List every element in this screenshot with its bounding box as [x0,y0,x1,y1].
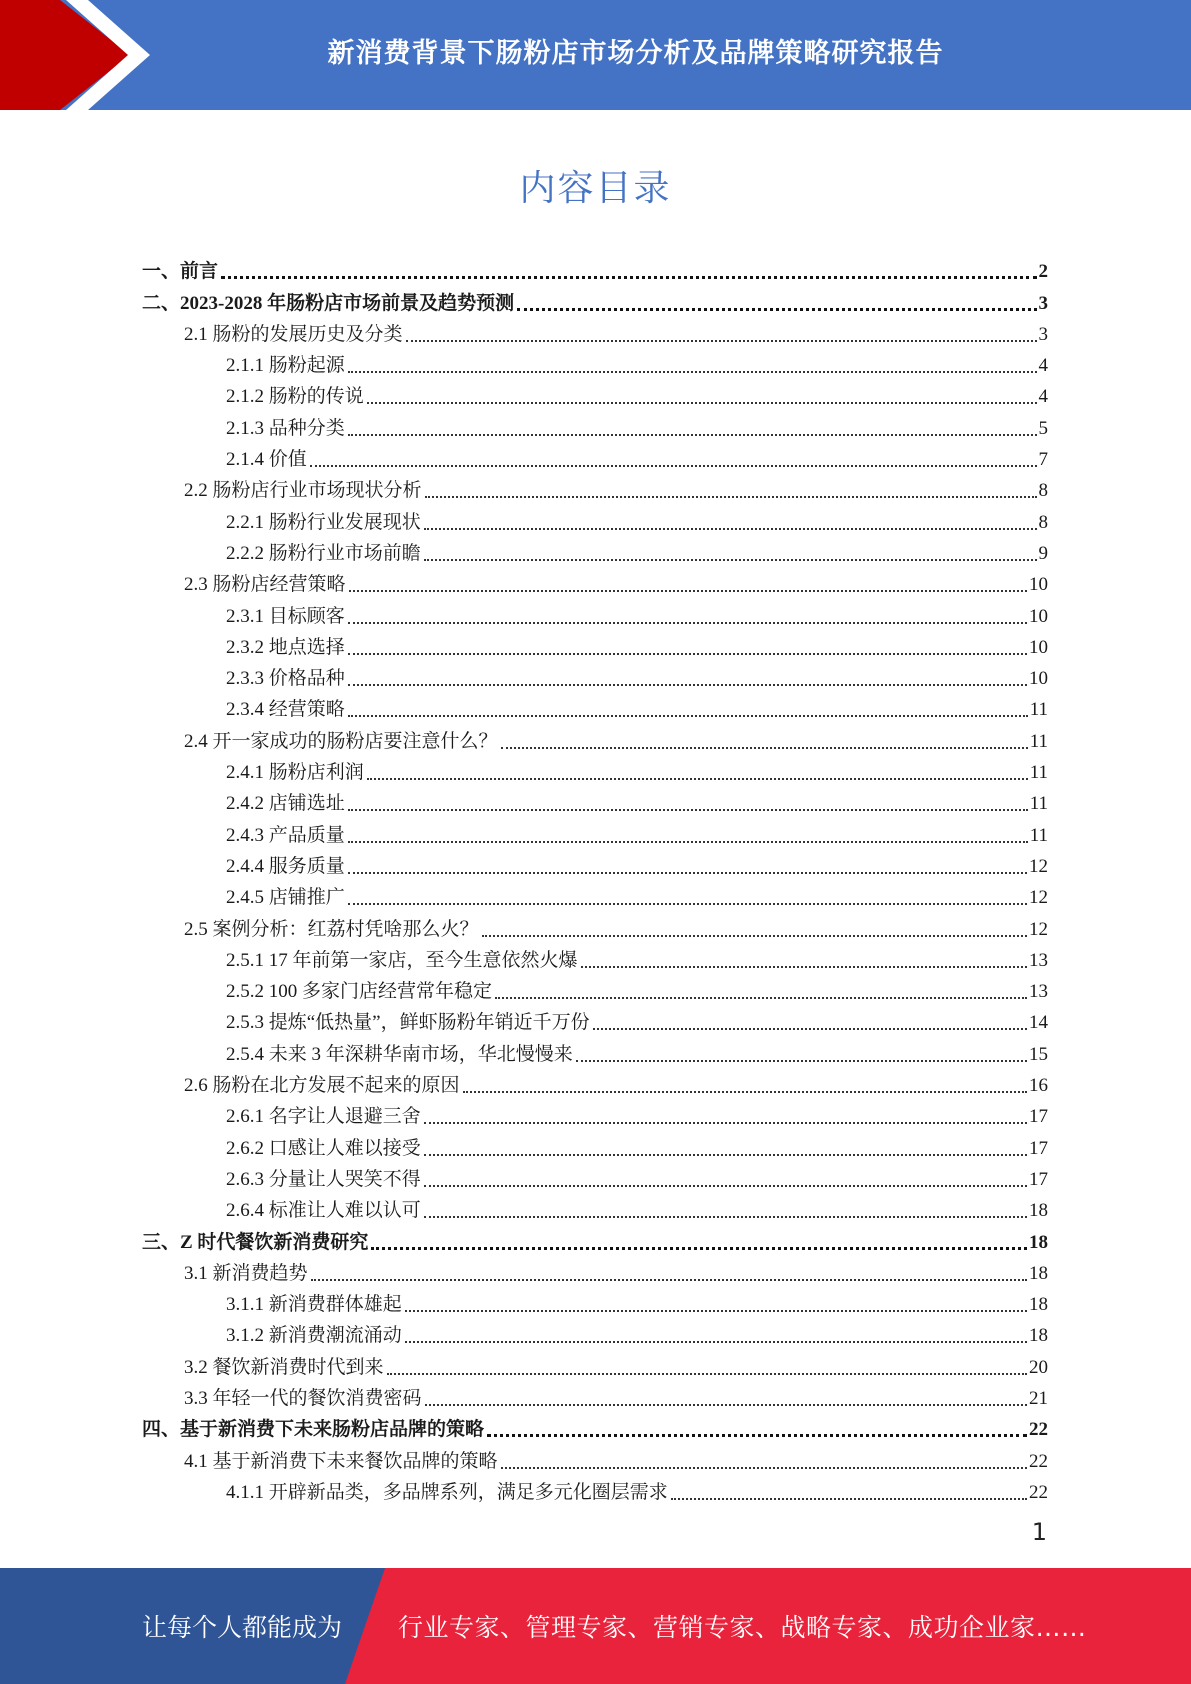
toc-dot-leader [424,528,1037,530]
toc-dot-leader [424,559,1037,561]
toc-dot-leader [348,841,1028,843]
toc-dot-leader [424,1122,1027,1124]
toc-entry-page: 15 [1029,1043,1048,1065]
toc-dot-leader [463,1091,1027,1093]
toc-entry-label: 2.4.3 产品质量 [226,824,345,846]
toc-entry-page: 3 [1038,323,1048,345]
toc-entry-label: 2.1.4 价值 [226,449,307,471]
toc-entry-page: 18 [1029,1200,1048,1222]
toc-entry-page: 18 [1029,1294,1048,1316]
toc-entry-label: 2.1 肠粉的发展历史及分类 [184,323,403,345]
toc-entry[interactable] [142,1130,1048,1161]
toc-entry-label: 2.2.2 肠粉行业市场前瞻 [226,542,421,564]
toc-entry[interactable] [142,786,1048,817]
toc-entry-label: 2.5.3 提炼“低热量”，鲜虾肠粉年销近千万份 [226,1012,590,1034]
toc-entry-page: 11 [1029,793,1048,815]
toc-entry-label: 2.5.1 17 年前第一家店，至今生意依然火爆 [226,949,578,971]
toc-entry[interactable] [142,379,1048,410]
toc-entry-label: 2.6 肠粉在北方发展不起来的原因 [184,1075,460,1097]
toc-entry-page: 11 [1029,762,1048,784]
toc-dot-leader [349,590,1027,592]
toc-dot-leader [671,1498,1027,1500]
toc-entry-label: 三、Z 时代餐饮新消费研究 [142,1231,369,1253]
toc-entry-label: 2.3.2 地点选择 [226,636,345,658]
toc-entry[interactable] [142,1475,1048,1506]
toc-dot-leader [425,496,1037,498]
toc-entry-page: 17 [1029,1168,1048,1190]
toc-entry-label: 2.6.3 分量让人哭笑不得 [226,1168,421,1190]
toc-entry-label: 2.4.4 服务质量 [226,855,345,877]
toc-entry-label: 2.1.3 品种分类 [226,417,345,439]
toc-dot-leader [581,966,1027,968]
toc-dot-leader [387,1373,1027,1375]
toc-dot-leader [348,715,1028,717]
toc-entry-label: 四、基于新消费下未来肠粉店品牌的策略 [142,1419,485,1441]
toc-entry-label: 2.4.2 店铺选址 [226,793,345,815]
header-arrow-decoration [0,0,200,110]
toc-entry[interactable] [142,1193,1048,1224]
toc-entry-page: 11 [1029,730,1048,752]
footer-slogan-right: 行业专家、管理专家、营销专家、战略专家、成功企业家…… [398,1613,1087,1642]
toc-dot-leader [482,935,1027,937]
toc-entry-page: 10 [1029,574,1048,596]
toc-entry-page: 17 [1029,1137,1048,1159]
toc-entry[interactable] [142,1381,1048,1412]
toc-entry[interactable] [142,1068,1048,1099]
toc-dot-leader [405,1310,1027,1312]
toc-entry[interactable] [142,567,1048,598]
footer-slogan-left: 让每个人都能成为 [142,1613,343,1642]
toc-dot-leader [424,1216,1027,1218]
toc-entry[interactable] [142,254,1048,285]
toc-entry-page: 12 [1029,855,1048,877]
toc-entry-page: 5 [1038,417,1048,439]
toc-entry-label: 2.4.1 肠粉店利润 [226,762,364,784]
toc-entry-page: 16 [1029,1075,1048,1097]
toc-entry[interactable] [142,880,1048,911]
page-number: 1 [1031,1518,1047,1546]
toc-entry[interactable] [142,755,1048,786]
toc-entry-label: 3.3 年轻一代的餐饮消费密码 [184,1387,422,1409]
toc-entry-page: 4 [1038,355,1048,377]
toc-entry-page: 8 [1038,511,1048,533]
toc-dot-leader [576,1060,1027,1062]
toc-entry[interactable] [142,974,1048,1005]
toc-entry-label: 2.6.2 口感让人难以接受 [226,1137,421,1159]
toc-entry[interactable] [142,849,1048,880]
toc-dot-leader [348,653,1027,655]
toc-dot-leader [405,1341,1027,1343]
toc-entry-page: 18 [1029,1231,1048,1253]
toc-entry-label: 2.3.3 价格品种 [226,668,345,690]
header-banner [0,0,1191,110]
toc-entry-label: 2.2 肠粉店行业市场现状分析 [184,480,422,502]
toc-dot-leader [348,903,1027,905]
toc-entry-page: 3 [1038,292,1048,314]
toc-entry[interactable] [142,943,1048,974]
toc-entry-page: 17 [1029,1106,1048,1128]
toc-entry[interactable] [142,1099,1048,1130]
toc-entry-label: 3.1.2 新消费潮流涌动 [226,1325,402,1347]
footer-banner [0,1568,1191,1684]
toc-entry-label: 2.4.5 店铺推广 [226,887,345,909]
toc-entry[interactable] [142,285,1048,316]
toc-entry-label: 2.3.1 目标顾客 [226,605,345,627]
toc-entry[interactable] [142,473,1048,504]
toc-entry[interactable] [142,1256,1048,1287]
toc-entry[interactable] [142,1412,1048,1443]
toc-dot-leader [311,1279,1027,1281]
toc-entry-page: 22 [1029,1450,1048,1472]
toc-entry[interactable] [142,1036,1048,1067]
toc-dot-leader [501,747,1028,749]
toc-entry[interactable] [142,598,1048,629]
toc-entry-page: 14 [1029,1012,1048,1034]
toc-entry[interactable] [142,348,1048,379]
toc-entry-page: 8 [1038,480,1048,502]
toc-dot-leader [348,371,1037,373]
toc-entry-page: 2 [1038,261,1048,283]
toc-dot-leader [517,308,1036,311]
toc-dot-leader [406,340,1037,342]
toc-entry[interactable] [142,442,1048,473]
toc-entry-page: 12 [1029,887,1048,909]
toc-entry-page: 21 [1029,1387,1048,1409]
toc-dot-leader [348,872,1027,874]
toc-entry[interactable] [142,317,1048,348]
toc-dot-leader [425,1404,1027,1406]
toc-entry[interactable] [142,661,1048,692]
toc-entry-page: 10 [1029,636,1048,658]
toc-entry[interactable] [142,1224,1048,1255]
toc-entry-page: 4 [1038,386,1048,408]
toc-entry-label: 二、2023-2028 年肠粉店市场前景及趋势预测 [142,292,515,314]
toc-dot-leader [371,1247,1027,1250]
toc-entry-page: 18 [1029,1262,1048,1284]
toc-entry-label: 2.6.4 标准让人难以认可 [226,1200,421,1222]
toc-entry-page: 22 [1029,1419,1048,1441]
toc-entry-label: 2.1.2 肠粉的传说 [226,386,364,408]
toc-dot-leader [348,622,1027,624]
toc-entry-label: 2.2.1 肠粉行业发展现状 [226,511,421,533]
toc-entry[interactable] [142,536,1048,567]
toc-entry-page: 13 [1029,949,1048,971]
toc-entry[interactable] [142,410,1048,441]
report-title: 新消费背景下肠粉店市场分析及品牌策略研究报告 [327,37,944,69]
toc-entry-label: 2.6.1 名字让人退避三舍 [226,1106,421,1128]
toc-dot-leader [424,1154,1027,1156]
toc-dot-leader [487,1434,1027,1437]
toc-entry-label: 3.2 餐饮新消费时代到来 [184,1356,384,1378]
toc-entry-page: 10 [1029,668,1048,690]
toc-dot-leader [367,402,1037,404]
toc-entry-label: 2.1.1 肠粉起源 [226,355,345,377]
toc-dot-leader [501,1467,1027,1469]
toc-entry-label: 2.4 开一家成功的肠粉店要注意什么？ [184,730,498,752]
toc-entry-page: 11 [1029,824,1048,846]
toc-dot-leader [495,997,1027,999]
toc-entry-page: 22 [1029,1481,1048,1503]
toc-entry-page: 9 [1038,542,1048,564]
toc-entry-label: 2.5.2 100 多家门店经营常年稳定 [226,981,493,1003]
toc-heading: 内容目录 [519,168,672,209]
toc-entry[interactable] [142,692,1048,723]
toc-entry[interactable] [142,1287,1048,1318]
toc-entry-label: 一、前言 [142,261,219,283]
toc-dot-leader [593,1028,1027,1030]
toc-entry[interactable] [142,630,1048,661]
toc-entry-page: 20 [1029,1356,1048,1378]
toc-entry[interactable] [142,1005,1048,1036]
toc-entry[interactable] [142,1162,1048,1193]
toc-entry-label: 3.1.1 新消费群体雄起 [226,1294,402,1316]
toc-entry-page: 11 [1029,699,1048,721]
toc-entry-label: 2.3.4 经营策略 [226,699,345,721]
toc-entry[interactable] [142,1318,1048,1349]
toc-entry-page: 12 [1029,918,1048,940]
toc-dot-leader [367,778,1028,780]
toc-entry-label: 4.1 基于新消费下未来餐饮品牌的策略 [184,1450,498,1472]
toc-dot-leader [221,276,1036,279]
toc-dot-leader [424,1185,1027,1187]
toc-dot-leader [348,809,1028,811]
toc-entry-page: 18 [1029,1325,1048,1347]
toc-entry[interactable] [142,504,1048,535]
toc-entry[interactable] [142,817,1048,848]
toc-entry-page: 10 [1029,605,1048,627]
toc-entry-label: 2.5 案例分析：红荔村凭啥那么火？ [184,918,479,940]
table-of-contents [142,254,1048,1506]
toc-entry-page: 7 [1038,449,1048,471]
toc-dot-leader [310,465,1037,467]
toc-entry[interactable] [142,1349,1048,1380]
toc-entry-page: 13 [1029,981,1048,1003]
toc-entry-label: 2.5.4 未来 3 年深耕华南市场，华北慢慢来 [226,1043,573,1065]
toc-entry[interactable] [142,723,1048,754]
toc-dot-leader [348,684,1027,686]
toc-entry-label: 2.3 肠粉店经营策略 [184,574,346,596]
toc-entry[interactable] [142,1443,1048,1474]
toc-dot-leader [348,434,1037,436]
toc-entry[interactable] [142,911,1048,942]
toc-entry-label: 3.1 新消费趋势 [184,1262,308,1284]
toc-entry-label: 4.1.1 开辟新品类，多品牌系列，满足多元化圈层需求 [226,1481,668,1503]
